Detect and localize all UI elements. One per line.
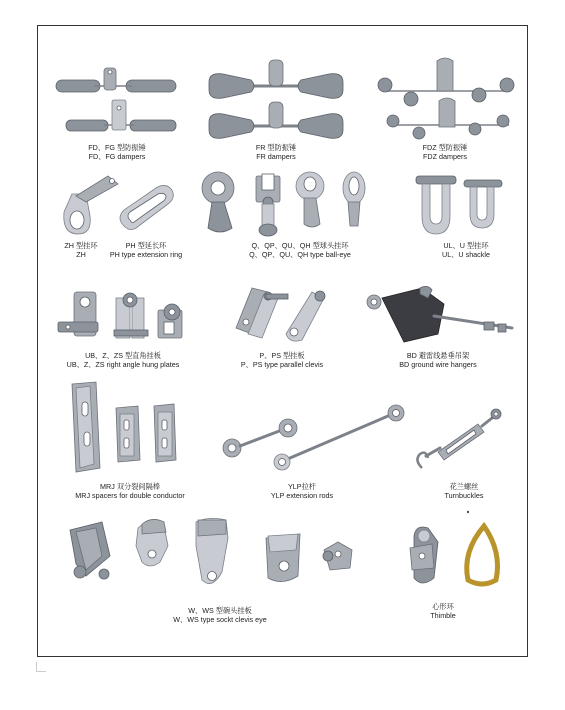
mrj-caption-en: MRJ spacers for double conductor xyxy=(75,491,185,500)
ph-caption xyxy=(103,241,189,259)
fr-caption-cn: FR 型防振锤 xyxy=(255,143,297,152)
fd-damper-image xyxy=(54,62,180,142)
fdz-caption xyxy=(400,143,490,161)
ub-caption xyxy=(56,351,190,369)
ylp-caption xyxy=(262,482,342,500)
thimble-image xyxy=(402,508,506,598)
fdz-caption-cn: FDZ 型防振锤 xyxy=(422,143,468,152)
thimble-caption-cn: 心形环 xyxy=(432,602,454,611)
p-clevis-image xyxy=(228,282,338,348)
ul-caption xyxy=(424,241,508,259)
p-caption-en: P、PS type parallel clevis xyxy=(240,360,324,369)
zh-hanger-image xyxy=(58,172,122,240)
ylp-caption-en: YLP extension rods xyxy=(270,491,334,500)
ylp-caption-cn: YLP拉杆 xyxy=(288,482,316,491)
thimble-caption-en: Thimble xyxy=(430,611,456,620)
bd-caption-en: BD ground wire hangers xyxy=(399,360,477,369)
bd-hanger-image xyxy=(364,284,518,346)
mrj-spacer-image xyxy=(66,380,180,476)
bd-caption xyxy=(382,351,494,369)
ub-caption-en: UB、Z、ZS right angle hung plates xyxy=(66,360,180,369)
q-caption-cn: Q、QP、QU、QH 型球头挂环 xyxy=(251,241,349,250)
mrj-caption xyxy=(62,482,198,500)
mrj-caption-cn: MRJ 双分裂间隔棒 xyxy=(100,482,160,491)
ub-caption-cn: UB、Z、ZS 型直角挂板 xyxy=(85,351,161,360)
turnbuckle-image xyxy=(412,404,504,478)
corner-mark xyxy=(36,662,46,672)
ylp-rod-image xyxy=(220,404,410,478)
ul-caption-cn: UL、U 型挂环 xyxy=(443,241,489,250)
fd-caption-cn: FD、FG 型防振锤 xyxy=(88,143,146,152)
ph-caption-cn: PH 型延长环 xyxy=(125,241,167,250)
fd-caption-en: FD、FG dampers xyxy=(88,152,146,161)
q-ball-eye-image xyxy=(198,168,378,240)
ul-caption-en: UL、U shackle xyxy=(442,250,490,259)
fd-caption xyxy=(62,143,172,161)
ph-caption-en: PH type extension ring xyxy=(109,250,183,259)
zh-caption xyxy=(56,241,106,259)
w-caption-en: W、WS type sockt clevis eye xyxy=(173,615,267,624)
fr-caption xyxy=(216,143,336,161)
w-caption-cn: W、WS 型碗头挂板 xyxy=(188,606,252,615)
ul-shackle-image xyxy=(414,170,506,240)
bd-caption-cn: BD 避雷线悬垂吊架 xyxy=(406,351,470,360)
zh-caption-en: ZH xyxy=(76,250,86,259)
w-caption xyxy=(155,606,285,624)
p-caption xyxy=(222,351,342,369)
turnbuckle-caption-en: Turnbuckles xyxy=(444,491,484,500)
thimble-caption xyxy=(418,602,468,620)
fdz-damper-image xyxy=(375,55,517,143)
fdz-caption-en: FDZ dampers xyxy=(423,152,467,161)
q-caption xyxy=(225,241,375,259)
ub-plates-image xyxy=(54,288,188,348)
fr-caption-en: FR dampers xyxy=(256,152,296,161)
zh-caption-cn: ZH 型挂环 xyxy=(64,241,98,250)
ph-ring-image xyxy=(114,182,178,238)
q-caption-en: Q、QP、QU、QH type ball-eye xyxy=(249,250,351,259)
p-caption-cn: P、PS 型挂板 xyxy=(259,351,305,360)
turnbuckle-caption-cn: 花兰螺丝 xyxy=(449,482,479,491)
w-clevis-eye-image xyxy=(66,516,366,598)
turnbuckle-caption xyxy=(434,482,494,500)
fr-damper-image xyxy=(205,58,347,144)
